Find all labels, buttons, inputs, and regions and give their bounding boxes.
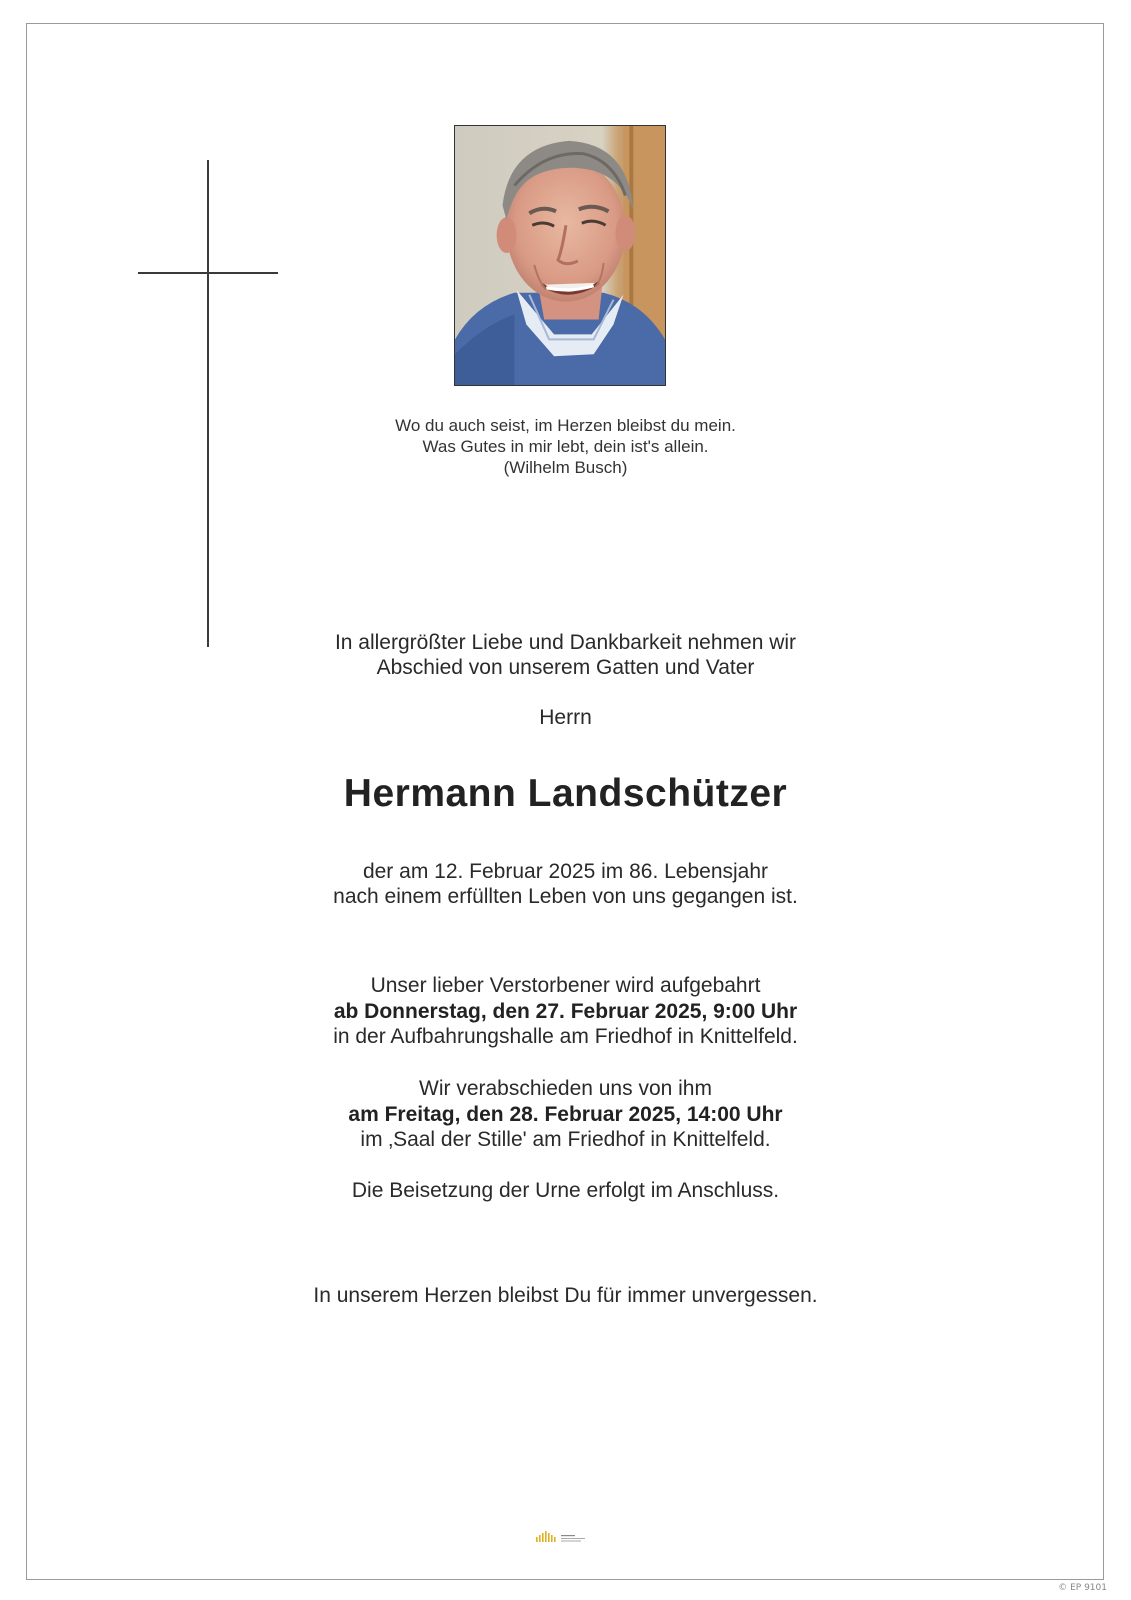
quote-author: (Wilhelm Busch) [503,458,628,477]
viewing-line-1: Unser lieber Verstorbener wird aufgebahrt [370,974,761,997]
deceased-name: Hermann Landschützer [343,772,788,815]
quote-block [0,416,1131,479]
quote-line-1: Wo du auch seist, im Herzen bleibst du mein. [395,416,736,435]
salutation: Herrn [539,706,592,729]
burial-notice: Die Beisetzung der Urne erfolgt im Anschluss. [351,1179,780,1202]
intro-block [0,630,1131,680]
intro-line-1: In allergrößter Liebe und Dankbarkeit nehmen wir [334,631,797,654]
farewell-location: im ‚Saal der Stille' am Friedhof in Knittelfeld. [360,1128,771,1151]
portrait-photo [454,125,666,386]
cross-vertical-bar [207,160,209,647]
quote-line-2: Was Gutes in mir lebt, dein ist's allein. [422,437,709,456]
farewell-block [0,1076,1131,1153]
footer-code: © EP 9101 [1058,1583,1107,1593]
closing-line: In unserem Herzen bleibst Du für immer unvergessen. [313,1284,818,1307]
death-notice-line-2: nach einem erfüllten Leben von uns gegangen ist. [333,885,798,908]
death-notice-line-1: der am 12. Februar 2025 im 86. Lebensjahr [362,860,769,883]
viewing-location: in der Aufbahrungshalle am Friedhof in Knittelfeld. [333,1025,798,1048]
farewell-date: am Freitag, den 28. Februar 2025, 14:00 Uhr [348,1102,783,1126]
death-notice-block [0,859,1131,909]
cross-horizontal-bar [138,272,278,274]
farewell-line-1: Wir verabschieden uns von ihm [419,1077,712,1100]
intro-line-2: Abschied von unserem Gatten und Vater [376,656,755,679]
funeral-home-logo [536,1531,596,1545]
viewing-block [0,973,1131,1050]
portrait-image [455,126,665,385]
viewing-date: ab Donnerstag, den 27. Februar 2025, 9:00 Uhr [333,999,798,1023]
